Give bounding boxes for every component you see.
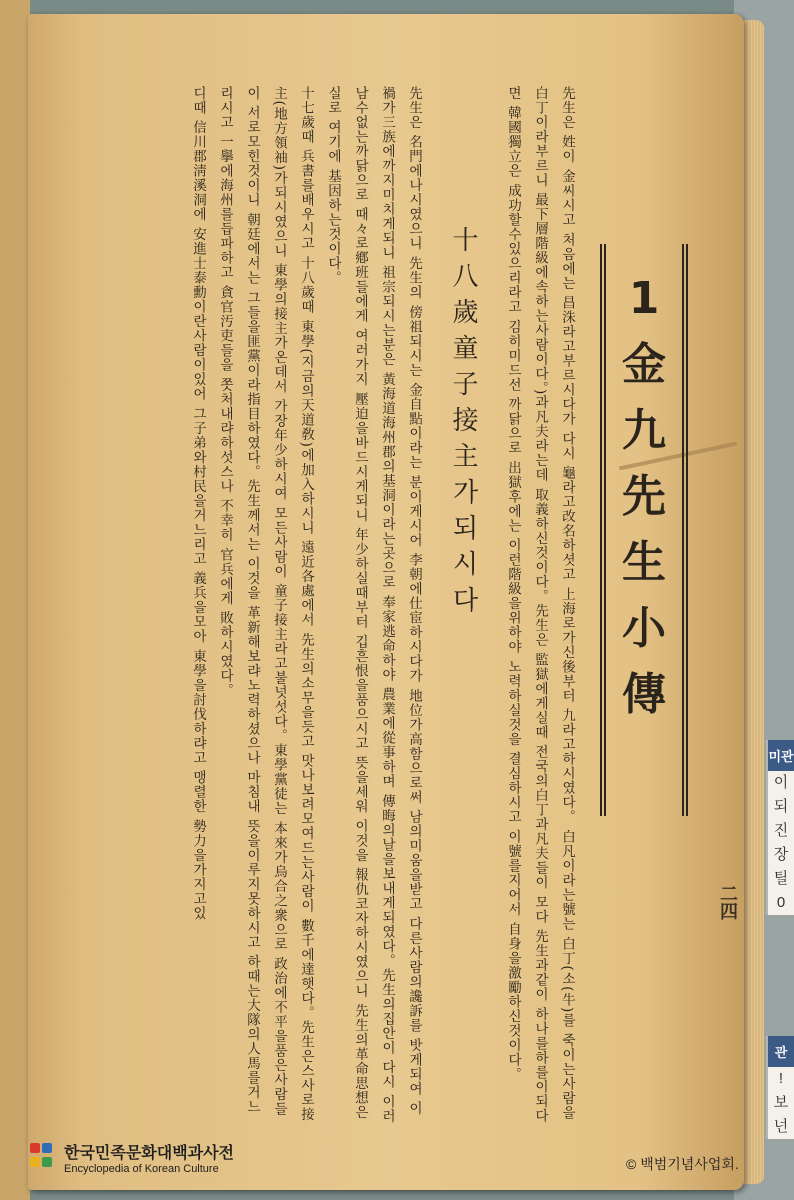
paragraph: 先生은 名門에나시였으니 先生의 傍祖되시는 金自點이라는 분이게시어 李朝에仕宦하시다가 地位가高함으로써 남의미움을받고 다른사람의讒訴를 밧게되여 이禍가三族에까지미치게되니 祖宗되시는분은 黃海道海州郡의基洞이라는곳으로 奉家逃命하야 農業에從事하며 傳晦의날을보내게되였다。先生의집안이 다시 이러남수없는까닭으로 때々로鄕班들에게 여러가지 壓迫을바드시게되니 年少하실때부터 깁흔恨을품으시고 뜻을세워 이것을 報仇코자하시였으니 先生의革命思想은 실로 여기에 基因하는것이다。 — [325, 86, 422, 1124]
book-page — [28, 14, 744, 1190]
chapter-title-char: 1 — [628, 273, 660, 324]
side-card-heading: 미관 — [768, 740, 794, 771]
chapter-title-char: 小 — [622, 603, 666, 654]
side-card-line: 이 — [773, 774, 789, 791]
chapter-title-char: 先 — [622, 471, 666, 522]
side-card-line: ! — [778, 1070, 784, 1087]
chapter-title-char: 金 — [622, 339, 666, 390]
side-card-line: 넌 — [773, 1118, 789, 1135]
section-heading: 十八歲童子接主가되시다 — [448, 226, 478, 622]
side-card-bottom — [766, 1036, 794, 1139]
paragraph: 디때 信川郡淸溪洞에 安進士泰勳이란사람이있어 그子弟와村民을거느리고 義兵을모아 東學을討伐하랴고 맹렬한 勢力을가지고있 — [190, 86, 206, 921]
side-card-top — [766, 740, 794, 915]
logo-korean-text: 한국민족문화대백과사전 — [64, 1145, 235, 1162]
logo-english-text: Encyclopedia of Korean Culture — [64, 1163, 219, 1175]
chapter-title-char: 傳 — [622, 669, 666, 720]
chapter-title-char: 生 — [622, 537, 666, 588]
paragraph: 先生은 姓이 金씨시고 처음에는 昌洙라고부르시다가 다시 龜라고改名하셧고 上海로가신後부터 九라고하시였다。 白凡이라는號는 白丁(소(牛)를 죽이는사람을 白丁이라부르니 最下層階級에속하는사람이다。)과凡夫라는데 取義하신것이다。先生은 監獄에게실때 전국의白丁과凡夫들이 모다 先生과같이 하나를하를이되다면 韓國獨立은 成功할수있으리라고 김히미드선 까닭으로 出獄후에는 이런階級을위하야 노력하실것을 결심하시고 이號를지어서 自身을激勵하신것이다。 — [505, 86, 575, 1124]
side-card-line: 틸 — [773, 870, 789, 887]
paragraph: 十七歲때 兵書를배우시고 十八歲때 東學(지금의天道敎)에加入하시니 遠近各處에서 先生의소무을듯고 맛나보려모여드는사람이 數千에達햇다。先生은스사로接主(地方領袖)가되시였으니 東學의接主가온데서 가장年少하시여 모든사람이 童子接主라고불넛섯다。東學黨徒는 本來가烏合之衆으로 政治에不平을품은사람들이 서로모힌것이니 朝廷에서는 그들을匪黨이라指目하였다。先生께서는 이것을 革新해보랴노력하셨으나 마침내 뜻을이루지못하시고 하때는大隊의人馬를거느리시고 一擧에海州를듭파하고 貪官汚吏들을 쫏처내랴하섯스나 不幸히 官兵에게 敗하시였다。 — [217, 86, 314, 1122]
page-number: 二四 — [717, 884, 738, 920]
copyright-notice: © 백범기념사업회. — [626, 1156, 739, 1172]
encyclopedia-logo[interactable] — [30, 1140, 234, 1175]
logo-mark-icon — [30, 1143, 58, 1173]
side-card-heading: 관 — [768, 1036, 794, 1067]
body-text — [124, 86, 580, 1126]
chapter-title-box — [600, 244, 688, 816]
side-card-line: 보 — [773, 1094, 789, 1111]
side-card-line: 진 — [773, 822, 789, 839]
side-card-line: 장 — [773, 846, 789, 863]
background-left — [0, 0, 30, 1200]
side-card-line: 0 — [776, 894, 786, 911]
side-card-line: 되 — [773, 798, 789, 815]
chapter-title-char: 九 — [622, 405, 666, 456]
